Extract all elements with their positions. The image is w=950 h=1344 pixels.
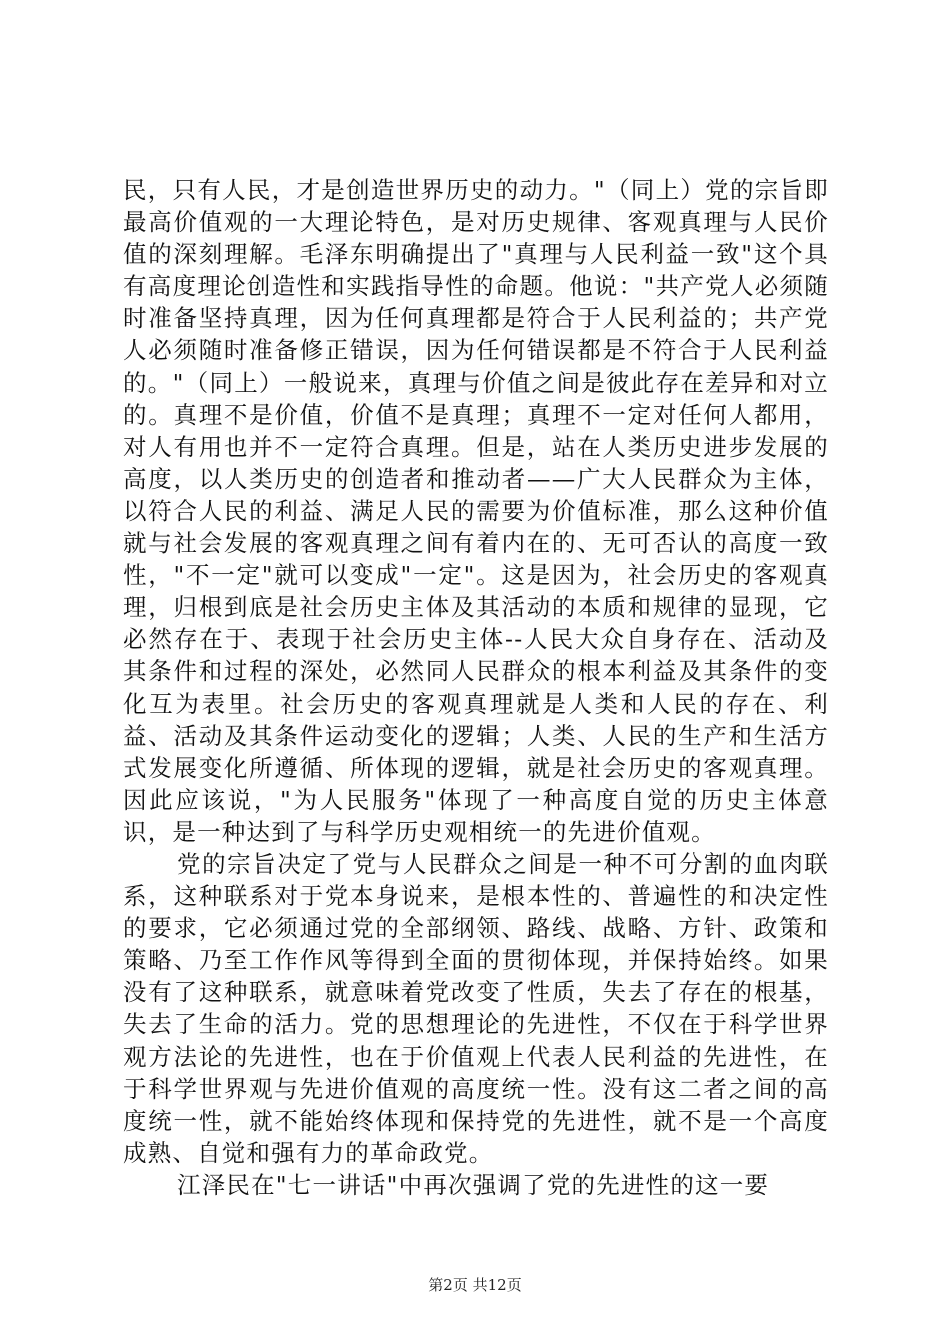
document-body (123, 174, 829, 1201)
paragraph-2: 党的宗旨决定了党与人民群众之间是一种不可分割的血肉联系，这种联系对于党本身说来，是根本性的、普遍性的和决定性的要求，它必须通过党的全部纲领、路线、战略、方针、政策和策略、乃至工作作风等得到全面的贯彻体现，并保持始终。如果没有了这种联系，就意味着党改变了性质，失去了存在的根基，失去了生命的活力。党的思想理论的先进性，不仅在于科学世界观方法论的先进性，也在于价值观上代表人民利益的先进性，在于科学世界观与先进价值观的高度统一性。没有这二者之间的高度统一性，就不能始终体现和保持党的先进性，就不是一个高度成熟、自觉和强有力的革命政党。 (123, 849, 829, 1167)
paragraph-1: 民，只有人民，才是创造世界历史的动力。"（同上）党的宗旨即最高价值观的一大理论特色，是对历史规律、客观真理与人民价值的深刻理解。毛泽东明确提出了"真理与人民利益一致"这个具有高度理论创造性和实践指导性的命题。他说："共产党人必须随时准备坚持真理，因为任何真理都是符合于人民利益的；共产党人必须随时准备修正错误，因为任何错误都是不符合于人民利益的。"（同上）一般说来，真理与价值之间是彼此存在差异和对立的。真理不是价值，价值不是真理；真理不一定对任何人都用，对人有用也并不一定符合真理。但是，站在人类历史进步发展的高度，以人类历史的创造者和推动者——广大人民群众为主体，以符合人民的利益、满足人民的需要为价值标准，那么这种价值就与社会发展的客观真理之间有着内在的、无可否认的高度一致性，"不一定"就可以变成"一定"。这是因为，社会历史的客观真理，归根到底是社会历史主体及其活动的本质和规律的显现，它必然存在于、表现于社会历史主体--人民大众自身存在、活动及其条件和过程的深处，必然同人民群众的根本利益及其条件的变化互为表里。社会历史的客观真理就是人类和人民的存在、利益、活动及其条件运动变化的逻辑；人类、人民的生产和生活方式发展变化所遵循、所体现的逻辑，就是社会历史的客观真理。因此应该说，"为人民服务"体现了一种高度自觉的历史主体意识，是一种达到了与科学历史观相统一的先进价值观。 (123, 176, 829, 846)
page-footer: 第2页 共12页 (428, 1276, 522, 1294)
paragraph-3: 江泽民在"七一讲话"中再次强调了党的先进性的这一要 (177, 1170, 770, 1199)
